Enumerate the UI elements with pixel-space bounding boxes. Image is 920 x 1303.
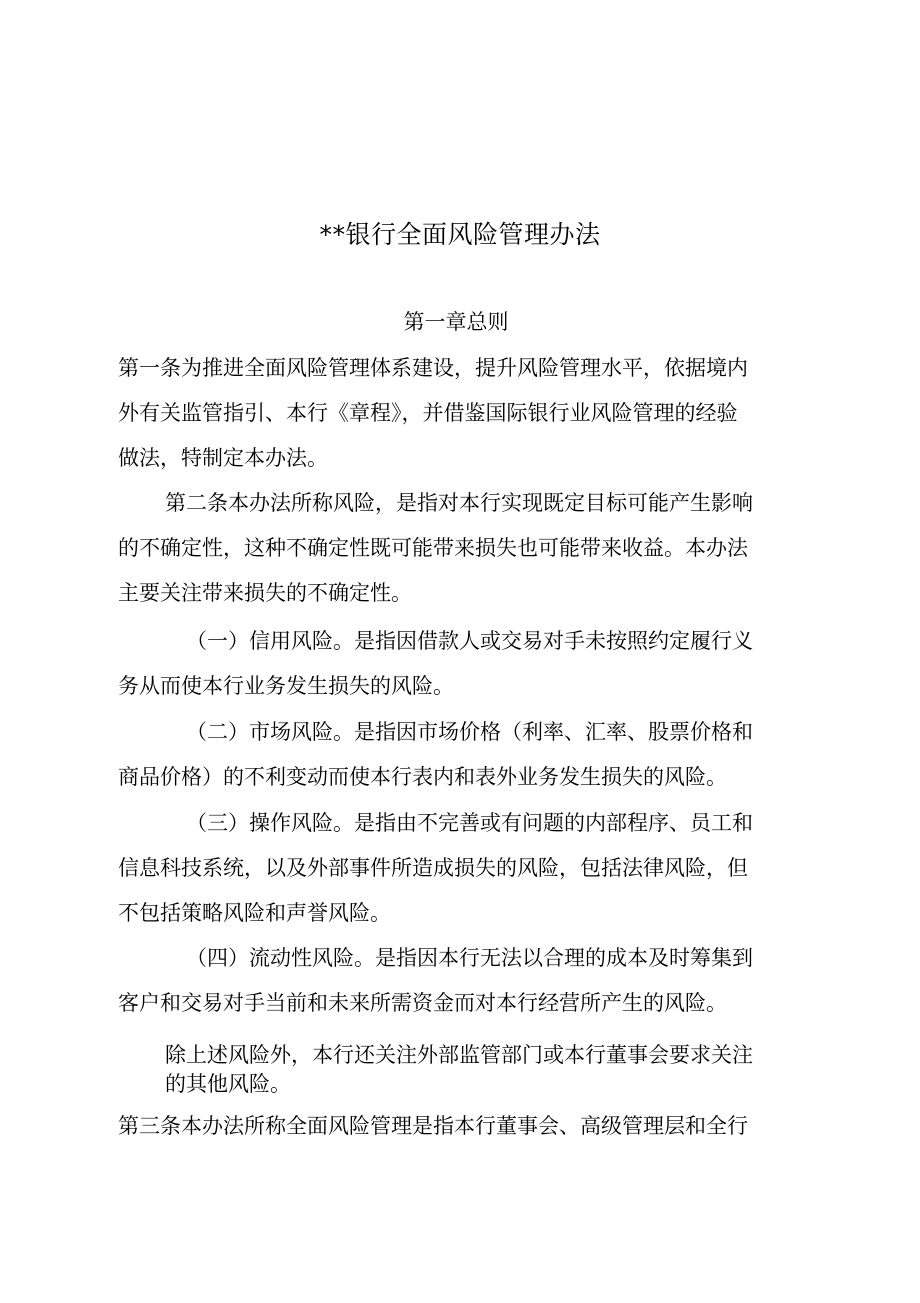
text-line-other-risks: 除上述风险外，本行还关注外部监管部门或本行董事会要求关注 (165, 1043, 753, 1067)
text-line: 客户和交易对手当前和未来所需资金而对本行经营所产生的风险。 (118, 991, 727, 1015)
text-line-liquidity-risk: （四）流动性风险。是指因本行无法以合理的成本及时筹集到 (186, 946, 753, 970)
text-line-credit-risk: （一）信用风险。是指因借款人或交易对手未按照约定履行义 (186, 629, 753, 653)
text-line-operational-risk: （三）操作风险。是指由不完善或有问题的内部程序、员工和 (186, 811, 753, 835)
document-title: **银行全面风险管理办法 (319, 220, 601, 249)
text-line: 主要关注带来损失的不确定性。 (118, 581, 412, 605)
text-line-article-3: 第三条本办法所称全面风险管理是指本行董事会、高级管理层和全行 (118, 1114, 748, 1138)
text-line: 不包括策略风险和声誉风险。 (118, 901, 391, 925)
text-line: 商品价格）的不利变动而使本行表内和表外业务发生损失的风险。 (118, 765, 727, 789)
text-line: 务从而使本行业务发生损失的风险。 (118, 674, 454, 698)
text-line: 做法，特制定本办法。 (118, 446, 328, 470)
text-line: 的其他风险。 (165, 1072, 291, 1096)
text-line-article-2: 第二条本办法所称风险，是指对本行实现既定目标可能产生影响 (165, 491, 753, 515)
text-line-article-1: 第一条为推进全面风险管理体系建设，提升风险管理水平，依据境内 (118, 356, 748, 380)
chapter-heading: 第一章总则 (403, 310, 509, 334)
text-line-market-risk: （二）市场风险。是指因市场价格（利率、汇率、股票价格和 (186, 720, 753, 744)
text-line: 信息科技系统，以及外部事件所造成损失的风险，包括法律风险，但 (118, 856, 748, 880)
text-line: 外有关监管指引、本行《章程》，并借鉴国际银行业风险管理的经验 (118, 401, 738, 425)
text-line: 的不确定性，这种不确定性既可能带来损失也可能带来收益。本办法 (118, 536, 748, 560)
